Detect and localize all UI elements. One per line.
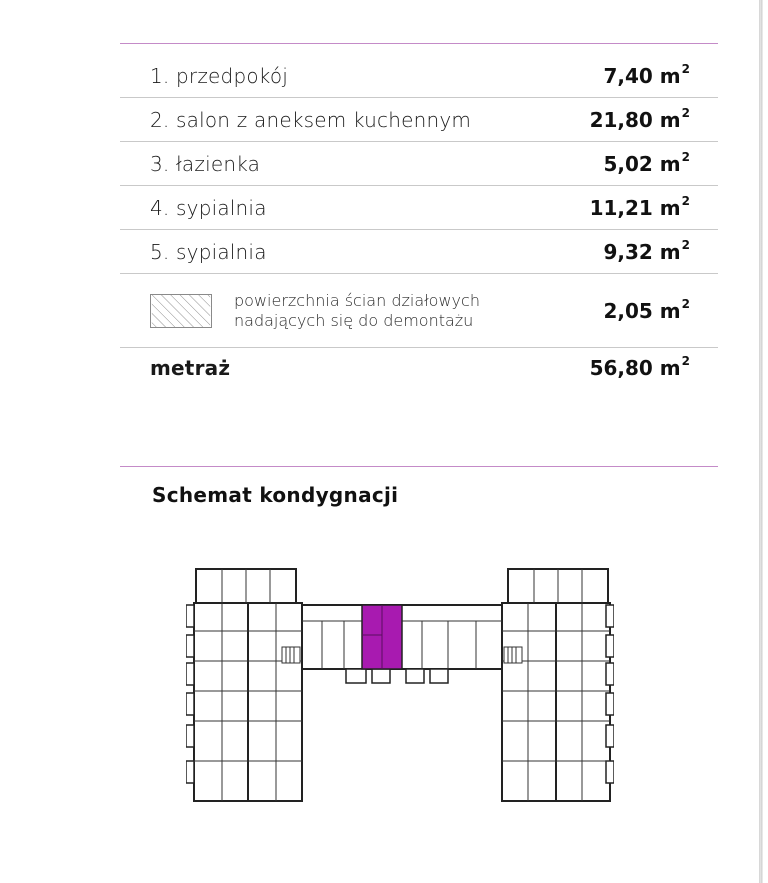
room-name: 2. salon z aneksem kuchennym bbox=[150, 107, 472, 132]
top-divider bbox=[120, 43, 718, 44]
room-area: 5,02 $m^2$ bbox=[603, 149, 690, 176]
room-area: 9,32 $m^2$ bbox=[603, 237, 690, 264]
total-area-row bbox=[120, 348, 718, 388]
total-area: 56,80 $m^2$ bbox=[589, 354, 690, 380]
partition-walls-row bbox=[120, 274, 718, 348]
table-row bbox=[120, 142, 718, 186]
room-area: 11,21 $m^2$ bbox=[589, 193, 690, 220]
floor-scheme-title: Schemat kondygnacji bbox=[152, 483, 399, 507]
floor-plan-diagram bbox=[186, 565, 614, 805]
room-area: 21,80 $m^2$ bbox=[589, 105, 690, 132]
hatched-area-icon bbox=[150, 294, 212, 328]
section-divider bbox=[120, 466, 718, 467]
room-name: 5. sypialnia bbox=[150, 239, 267, 264]
page-edge bbox=[759, 0, 768, 883]
partition-walls-label: powierzchnia ścian działowych nadających się do demontażu bbox=[234, 290, 480, 330]
table-row bbox=[120, 98, 718, 142]
room-name: 1. przedpokój bbox=[150, 63, 289, 88]
room-name: 4. sypialnia bbox=[150, 195, 267, 220]
table-row bbox=[120, 186, 718, 230]
table-row bbox=[120, 230, 718, 274]
partition-walls-area: 2,05 $m^2$ bbox=[603, 296, 690, 323]
table-row bbox=[120, 54, 718, 98]
total-label: metraż bbox=[150, 356, 231, 380]
room-area: 7,40 $m^2$ bbox=[603, 61, 690, 88]
room-area-table bbox=[120, 54, 718, 388]
room-name: 3. łazienka bbox=[150, 151, 261, 176]
